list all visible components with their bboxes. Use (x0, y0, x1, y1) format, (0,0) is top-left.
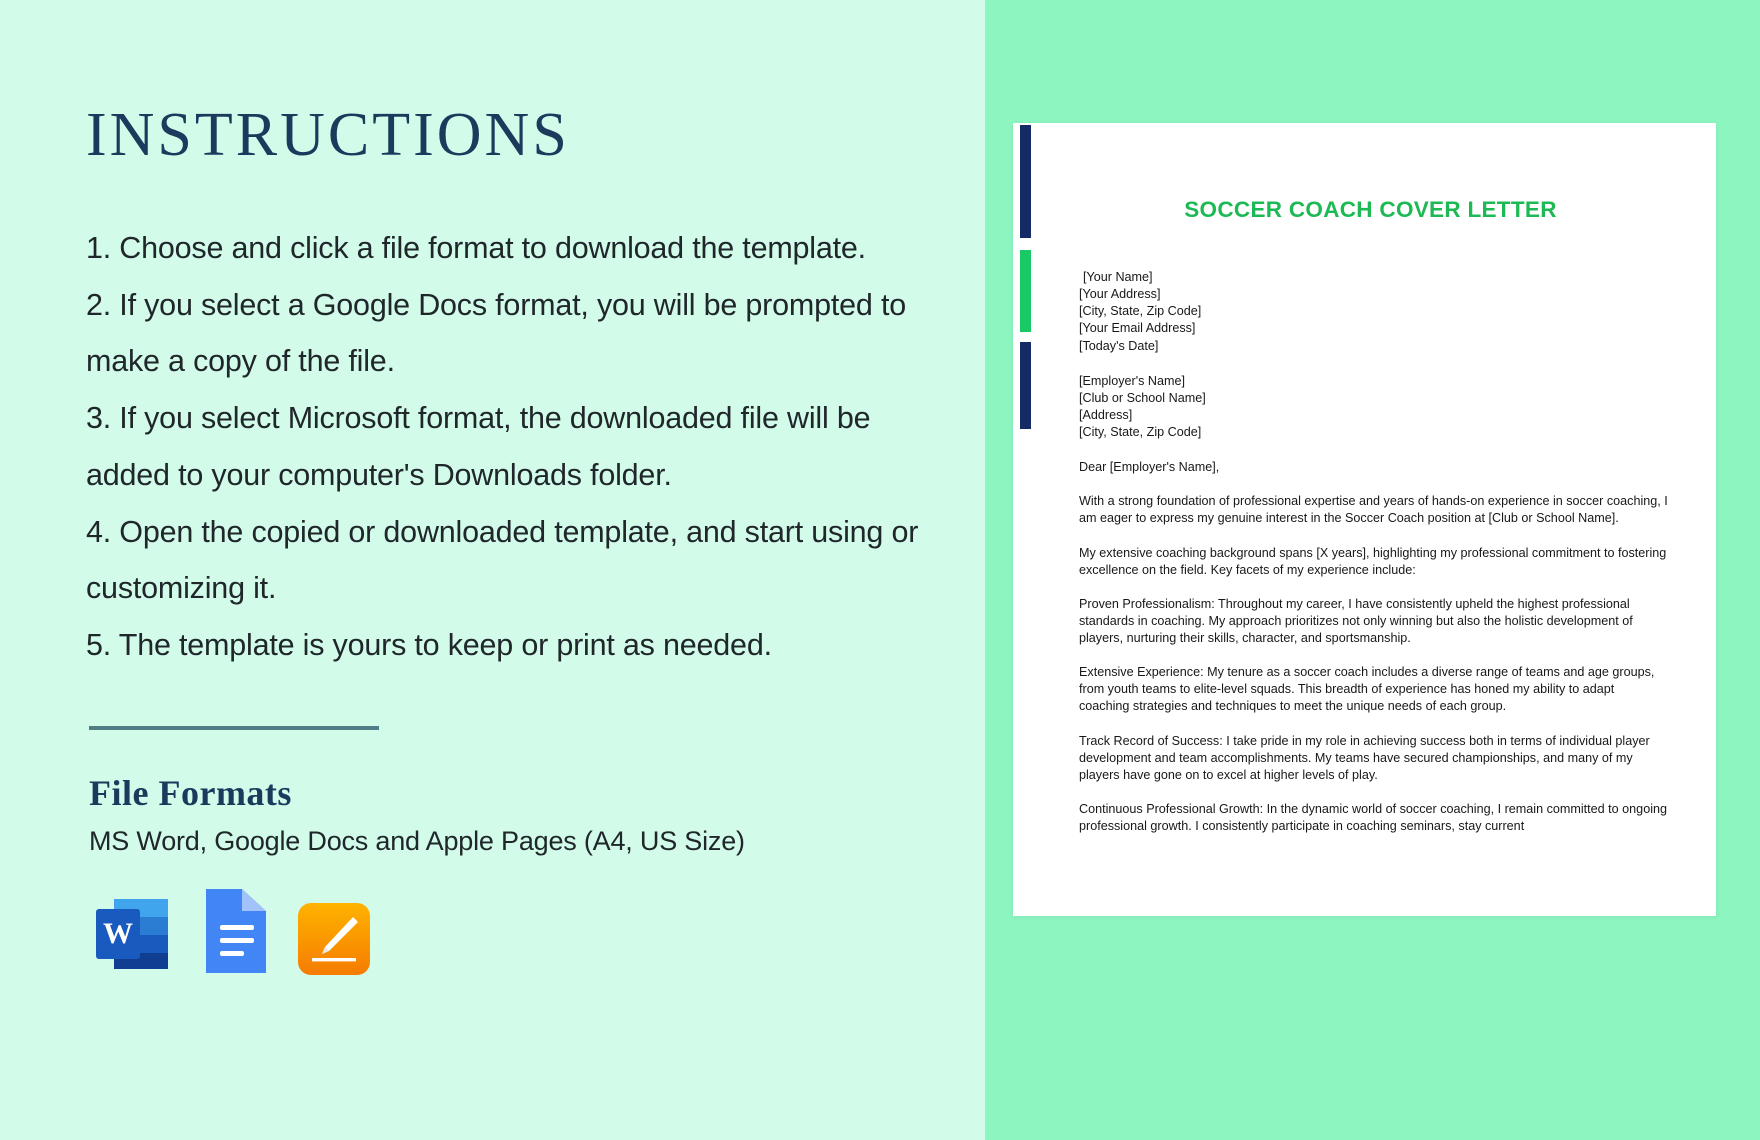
body-paragraph: Proven Professionalism: Throughout my career, I have consistently upheld the highest professional standards in coaching. My approach prioritizes not only winning but also the holistic development of players, nurturing their skills, character, and sportsmanship. (1079, 596, 1633, 645)
preview-panel (985, 0, 1760, 1140)
file-format-icon-row (88, 885, 946, 982)
sender-line: [Your Address] (1079, 287, 1161, 302)
accent-bar (1020, 123, 1031, 916)
spacer (1079, 355, 1668, 373)
recipient-line: [Employer's Name] (1079, 373, 1185, 388)
google-docs-icon[interactable] (198, 885, 274, 982)
document-text (1079, 269, 1668, 835)
body-paragraph: Track Record of Success: I take pride in my role in achieving success both in terms of individual player development and team accomplishments. My teams have secured championships, and many of my players have gone on to excel at higher levels of play. (1079, 733, 1650, 782)
recipient-line: [City, State, Zip Code] (1079, 425, 1202, 439)
body-paragraph: Continuous Professional Growth: In the dynamic world of soccer coaching, I remain committed to ongoing professional growth. I consistently participate in coaching seminars, stay current (1079, 801, 1668, 833)
recipient-line: [Address] (1079, 407, 1133, 422)
accent-segment-green (1020, 250, 1031, 332)
page-title: INSTRUCTIONS (86, 101, 570, 169)
accent-segment-navy-top (1020, 125, 1031, 238)
document-body-area (1079, 123, 1668, 835)
recipient-line: [Club or School Name] (1079, 390, 1206, 405)
svg-text:W: W (103, 916, 133, 950)
document-preview-card[interactable] (1013, 123, 1716, 916)
instruction-step-list (86, 220, 946, 674)
ms-word-icon[interactable] (88, 889, 176, 982)
instruction-step: 4. Open the copied or downloaded template, and start using or customizing it. (86, 514, 919, 606)
sender-address-block (1079, 269, 1668, 355)
document-title: SOCCER COACH COVER LETTER (1184, 197, 1557, 222)
body-paragraph: Extensive Experience: My tenure as a soccer coach includes a diverse range of teams and age groups, from youth teams to elite-level squads. This breadth of experience has honed my ability to adapt coaching strategies and techniques to meet the unique needs of each group. (1079, 665, 1655, 714)
file-formats-heading: File Formats (89, 772, 292, 813)
instruction-step: 5. The template is yours to keep or print as needed. (86, 628, 772, 663)
instructions-content (86, 101, 946, 982)
instruction-step: 3. If you select Microsoft format, the downloaded file will be added to your computer's Downloads folder. (86, 401, 871, 492)
recipient-address-block (1079, 373, 1668, 442)
salutation: Dear [Employer's Name], (1079, 460, 1220, 475)
apple-pages-icon[interactable] (296, 901, 372, 982)
sender-line: [Your Email Address] (1079, 321, 1196, 336)
instruction-step: 2. If you select a Google Docs format, you will be prompted to make a copy of the file. (86, 287, 906, 379)
accent-segment-navy-bottom (1020, 342, 1031, 429)
sender-line: [City, State, Zip Code] (1079, 304, 1202, 319)
sender-line: [Today's Date] (1079, 338, 1159, 353)
sender-line: [Your Name] (1083, 270, 1153, 284)
file-formats-subtitle: MS Word, Google Docs and Apple Pages (A4, US Size) (89, 825, 745, 856)
spacer (1079, 441, 1668, 459)
body-paragraph: My extensive coaching background spans [X years], highlighting my professional commitment to fostering excellence on the field. Key facets of my experience include: (1079, 545, 1667, 577)
body-paragraph: With a strong foundation of professional expertise and years of hands-on experience in soccer coaching, I am eager to express my genuine interest in the Soccer Coach position at [Club or School Name]. (1079, 494, 1668, 526)
instruction-step: 1. Choose and click a file format to download the template. (86, 231, 866, 265)
section-divider (89, 726, 379, 730)
